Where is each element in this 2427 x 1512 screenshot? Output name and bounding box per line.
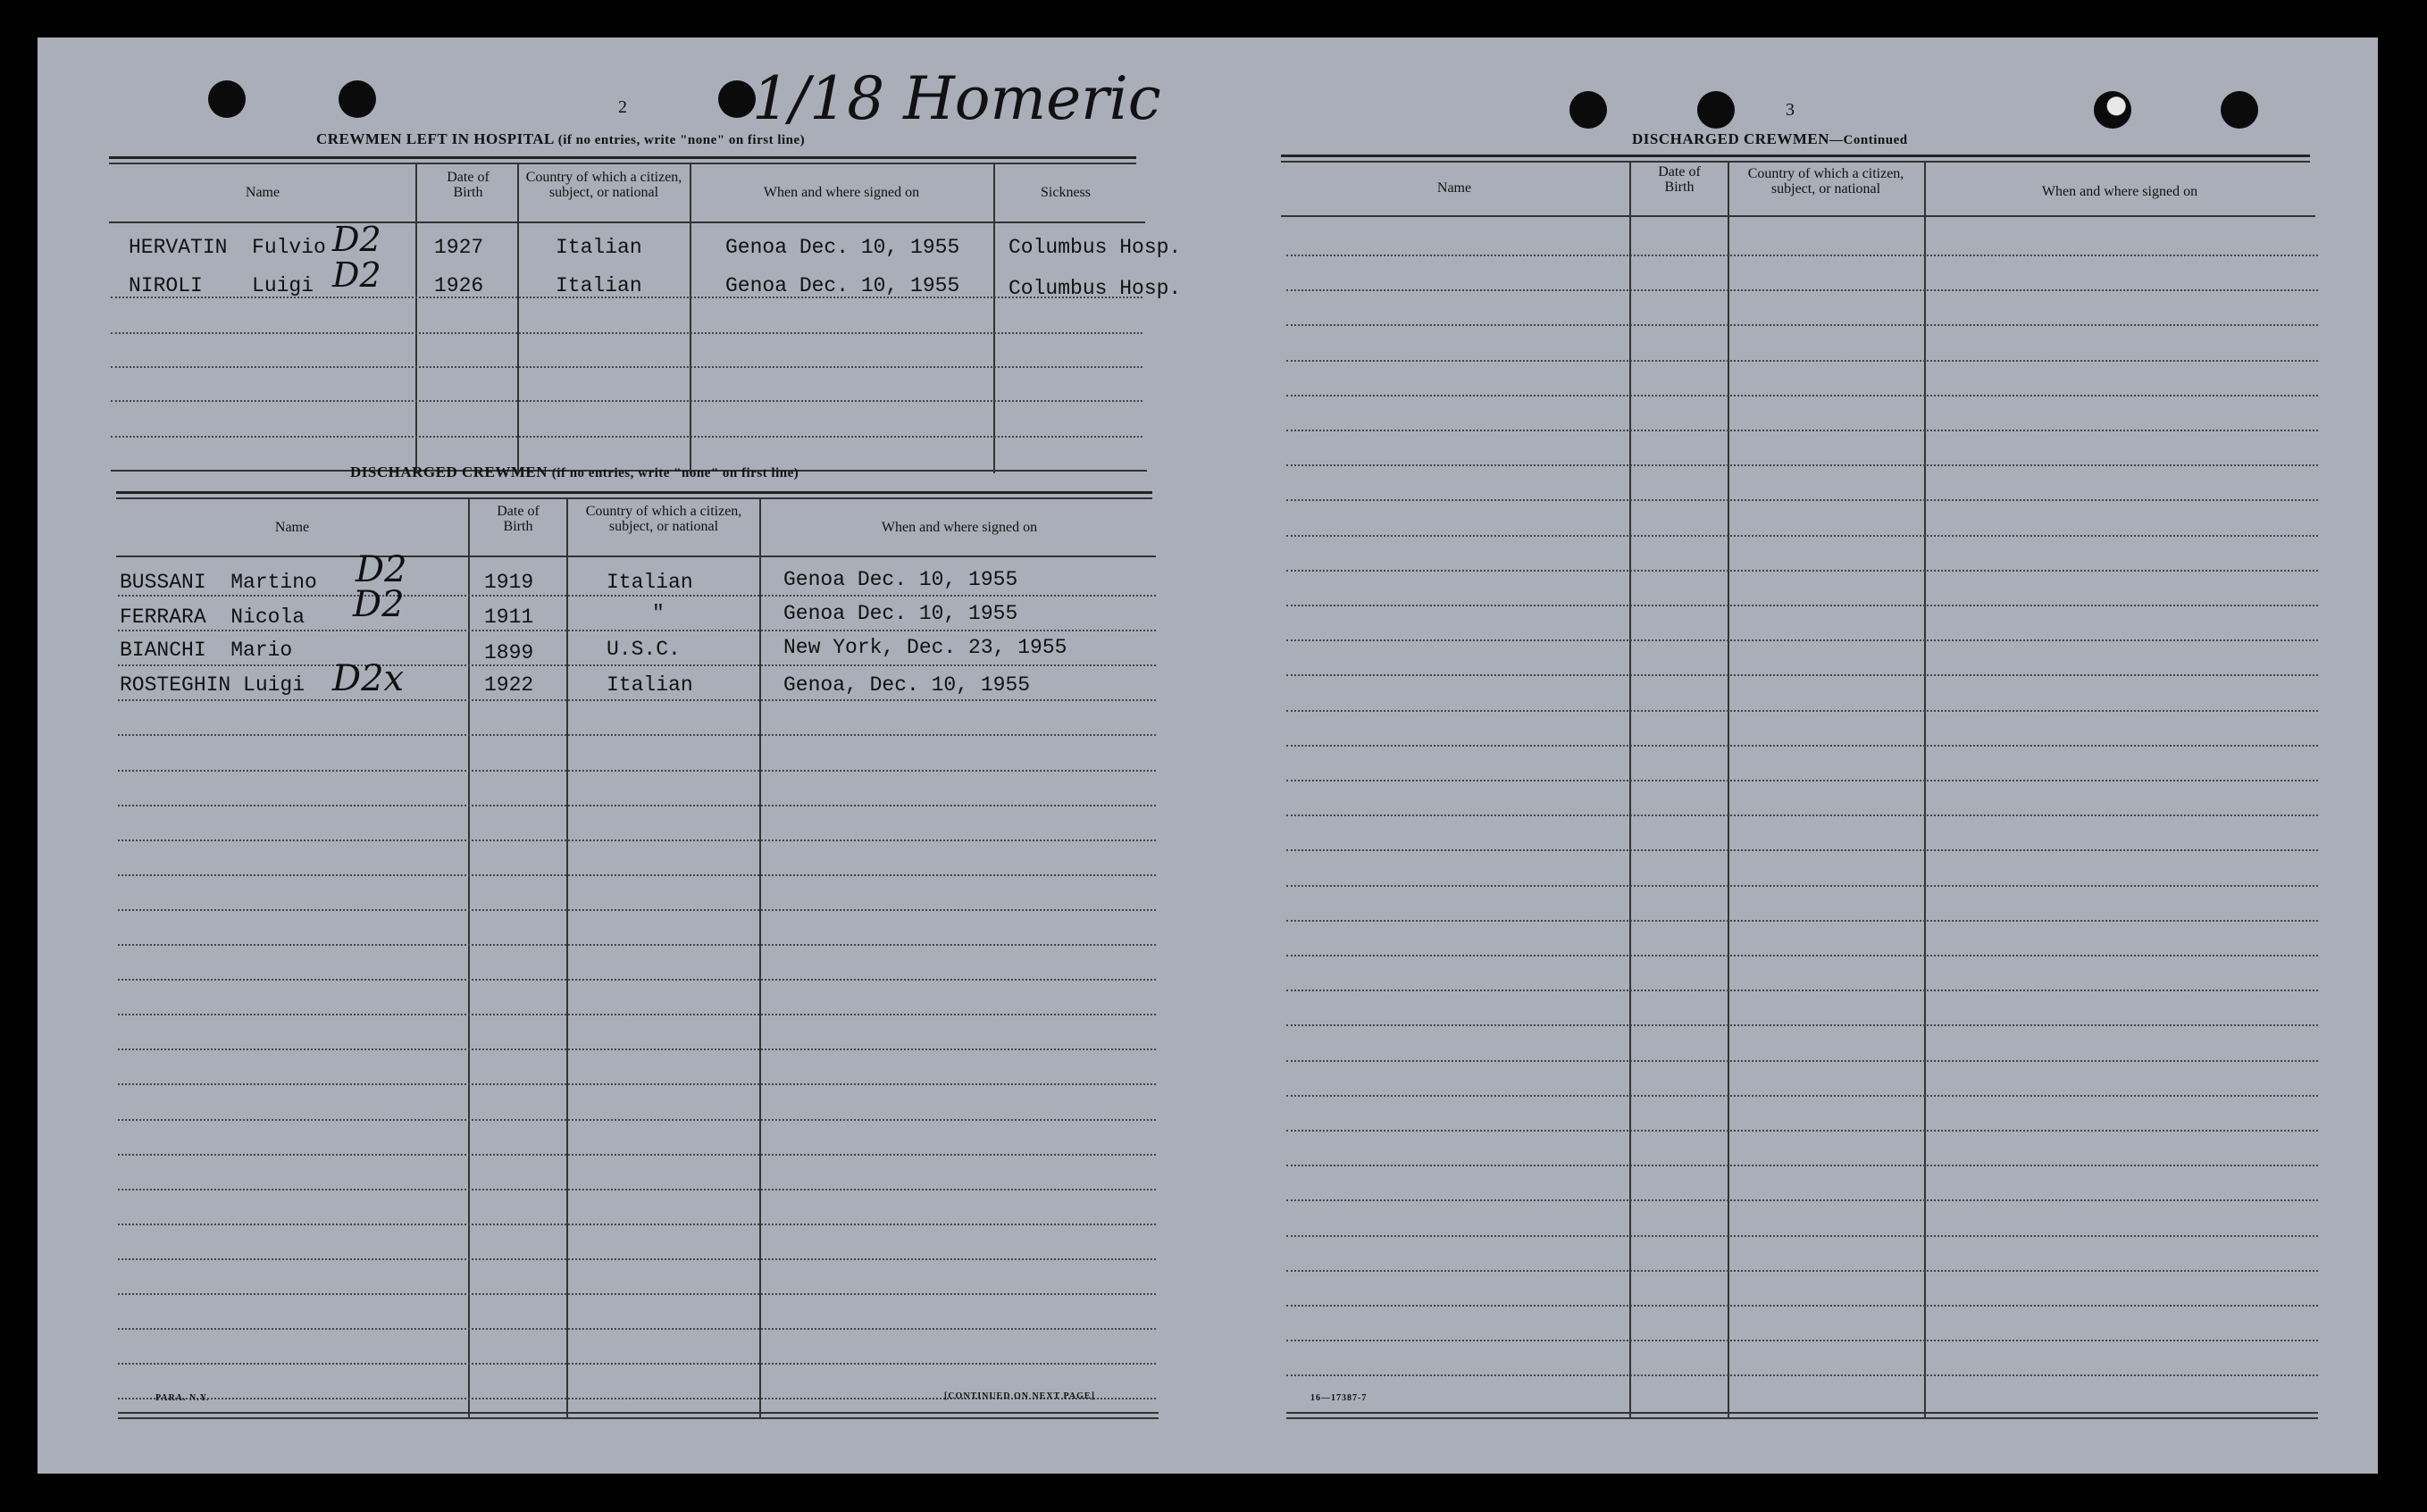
continued-suffix: —Continued: [1829, 133, 1908, 147]
crew-country: Italian: [556, 274, 642, 297]
ruled-line: [1286, 745, 2318, 747]
continued-header-rule: [1281, 215, 2315, 217]
ruled-line: [1286, 814, 2318, 816]
ruled-line: [1286, 1199, 2318, 1201]
ruled-line: [1286, 360, 2318, 362]
col-divider: [759, 497, 761, 1419]
ruled-line: [1286, 1340, 2318, 1341]
ruled-line: [118, 1224, 1156, 1225]
ruled-line: [1286, 324, 2318, 326]
hospital-col-dob: Date of Birth: [447, 170, 490, 200]
crew-name: FERRARA Nicola: [120, 606, 305, 629]
ruled-line: [1286, 639, 2318, 641]
ruled-line: [1286, 849, 2318, 851]
col-divider: [690, 163, 691, 473]
ruled-line: [118, 699, 1156, 701]
punch-hole: [1569, 91, 1607, 129]
ruled-line: [118, 1363, 1156, 1365]
continued-section-title: [1632, 130, 1908, 148]
ruled-line: [118, 1048, 1156, 1050]
ruled-line: [1286, 1305, 2318, 1307]
ruled-line: [118, 664, 1156, 666]
handwritten-mark: D2x: [332, 658, 405, 699]
crew-country: U.S.C.: [607, 638, 681, 661]
crew-dob: 1911: [484, 606, 534, 629]
ruled-line: [1286, 955, 2318, 956]
continued-col-country: Country of which a citizen, subject, or national: [1747, 166, 1904, 196]
continued-top-rule: [1281, 155, 2310, 157]
ruled-line: [118, 1328, 1156, 1330]
crew-name: ROSTEGHIN Luigi: [120, 673, 305, 697]
ruled-line: [1286, 464, 2318, 466]
ruled-line: [1286, 710, 2318, 712]
rule: [109, 163, 1136, 164]
crew-signed-on: Genoa, Dec. 10, 1955: [783, 673, 1031, 697]
ruled-line: [1286, 1130, 2318, 1132]
ruled-line: [118, 1154, 1156, 1156]
punch-hole: [718, 80, 756, 118]
form-number: 16—17387-7: [1310, 1393, 1368, 1403]
discharged-title: DISCHARGED CREWMEN: [350, 464, 548, 480]
continued-col-signed: When and where signed on: [2041, 184, 2198, 199]
continued-note: [CONTINUED ON NEXT PAGE]: [944, 1391, 1095, 1401]
printer-mark: PARA. N.Y.: [155, 1393, 210, 1403]
col-divider: [993, 163, 995, 473]
handwritten-mark: D2: [356, 549, 407, 590]
handwritten-mark: D2: [332, 220, 381, 259]
ruled-line: [118, 1293, 1156, 1295]
crew-dob: 1926: [434, 274, 484, 297]
rule: [111, 366, 1142, 368]
discharged-header-rule: [116, 556, 1156, 557]
ruled-line: [1286, 1374, 2318, 1376]
hospital-top-rule: [109, 156, 1136, 159]
hospital-col-sickness: Sickness: [1041, 185, 1091, 200]
rule: [111, 436, 1142, 438]
crew-dob: 1919: [484, 571, 534, 594]
discharged-col-dob: Date of Birth: [497, 504, 540, 534]
hospital-subtitle: (if no entries, write "none" on first line): [557, 133, 806, 147]
ruled-line: [1286, 1095, 2318, 1097]
ruled-line: [1286, 255, 2318, 256]
ruled-line: [1286, 395, 2318, 397]
crew-dob: 1922: [484, 673, 534, 697]
hospital-header-rule: [109, 221, 1145, 223]
col-divider: [468, 497, 470, 1419]
ruled-line: [1286, 674, 2318, 676]
ruled-line: [1286, 570, 2318, 572]
continued-title: DISCHARGED CREWMEN: [1632, 130, 1830, 147]
handwritten-mark: D2: [332, 255, 381, 295]
hospital-col-signed: When and where signed on: [763, 185, 920, 200]
ruled-line: [118, 630, 1156, 631]
col-divider: [415, 163, 417, 473]
hospital-col-country: Country of which a citizen, subject, or national: [525, 170, 682, 200]
continued-bottom-rule: [1286, 1412, 2318, 1414]
ruled-line: [118, 595, 1156, 597]
crew-signed-on: Genoa Dec. 10, 1955: [783, 602, 1018, 625]
punch-hole: [208, 80, 246, 118]
crew-name: BUSSANI Martino: [120, 571, 317, 594]
crew-sickness: Columbus Hosp.: [1008, 277, 1182, 300]
col-divider: [1728, 161, 1729, 1418]
punch-hole: [1697, 91, 1735, 129]
manifest-sheet: [38, 38, 2378, 1474]
rule: [111, 400, 1142, 402]
handwritten-mark: D2: [353, 584, 405, 625]
discharged-section-title: [350, 464, 799, 481]
discharged-col-signed: When and where signed on: [881, 520, 1038, 535]
ruled-line: [118, 840, 1156, 841]
ruled-line: [118, 874, 1156, 876]
col-divider: [1629, 161, 1631, 1418]
discharged-col-name: Name: [274, 520, 310, 535]
crew-country: Italian: [607, 673, 693, 697]
ruled-line: [1286, 1060, 2318, 1062]
ruled-line: [1286, 535, 2318, 537]
ruled-line: [1286, 885, 2318, 887]
crew-signed-on: Genoa Dec. 10, 1955: [783, 568, 1018, 591]
ruled-line: [118, 909, 1156, 911]
continued-col-name: Name: [1436, 180, 1472, 196]
ruled-line: [1286, 289, 2318, 291]
crew-country: Italian: [556, 236, 642, 259]
ruled-line: [1286, 990, 2318, 991]
rule: [118, 1417, 1159, 1419]
crew-dob: 1899: [484, 641, 534, 664]
col-divider: [566, 497, 568, 1419]
ruled-line: [118, 979, 1156, 981]
punch-hole: [339, 80, 376, 118]
discharged-bottom-rule: [118, 1412, 1159, 1414]
punch-hole: [2221, 91, 2258, 129]
ruled-line: [118, 1014, 1156, 1015]
discharged-top-rule: [116, 491, 1152, 494]
discharged-subtitle: (if no entries, write "none" on first line): [551, 466, 799, 480]
continued-col-dob: Date of Birth: [1658, 164, 1701, 195]
crew-dob: 1927: [434, 236, 484, 259]
ruled-line: [1286, 1165, 2318, 1166]
ruled-line: [1286, 1270, 2318, 1272]
crew-signed-on: Genoa Dec. 10, 1955: [725, 274, 960, 297]
ruled-line: [1286, 1024, 2318, 1026]
ruled-line: [1286, 499, 2318, 501]
ruled-line: [1286, 920, 2318, 922]
ruled-line: [118, 805, 1156, 806]
ruled-line: [118, 770, 1156, 772]
crew-country: Italian: [607, 571, 693, 594]
crew-name: NIROLI Luigi: [129, 274, 314, 297]
punch-hole: [2094, 91, 2131, 129]
crew-sickness: Columbus Hosp.: [1008, 236, 1182, 259]
hospital-col-name: Name: [245, 185, 280, 200]
rule: [116, 497, 1152, 499]
ruled-line: [118, 944, 1156, 946]
ruled-line: [1286, 1235, 2318, 1237]
ruled-line: [118, 1189, 1156, 1190]
ruled-line: [118, 734, 1156, 736]
page-number-right: 3: [1786, 100, 1795, 120]
ruled-line: [1286, 605, 2318, 606]
crew-signed-on: New York, Dec. 23, 1955: [783, 636, 1067, 659]
ruled-line: [118, 1258, 1156, 1260]
crew-name: BIANCHI Mario: [120, 639, 293, 662]
page-number-left: 2: [618, 97, 627, 117]
hospital-title: CREWMEN LEFT IN HOSPITAL: [316, 130, 554, 147]
handwritten-ship-note: 1/18 Homeric: [752, 64, 1161, 133]
rule: [1281, 161, 2310, 163]
ruled-line: [1286, 780, 2318, 781]
crew-name: HERVATIN Fulvio: [129, 236, 326, 259]
crew-signed-on: Genoa Dec. 10, 1955: [725, 236, 960, 259]
hospital-section-title: [316, 130, 805, 148]
ruled-line: [118, 1083, 1156, 1085]
ruled-line: [118, 1119, 1156, 1121]
rule: [111, 332, 1142, 334]
ruled-line: [1286, 430, 2318, 431]
rule: [1286, 1417, 2318, 1419]
col-divider: [517, 163, 519, 473]
col-divider: [1924, 161, 1926, 1418]
discharged-col-country: Country of which a citizen, subject, or national: [585, 504, 742, 534]
crew-country: ": [652, 602, 665, 625]
